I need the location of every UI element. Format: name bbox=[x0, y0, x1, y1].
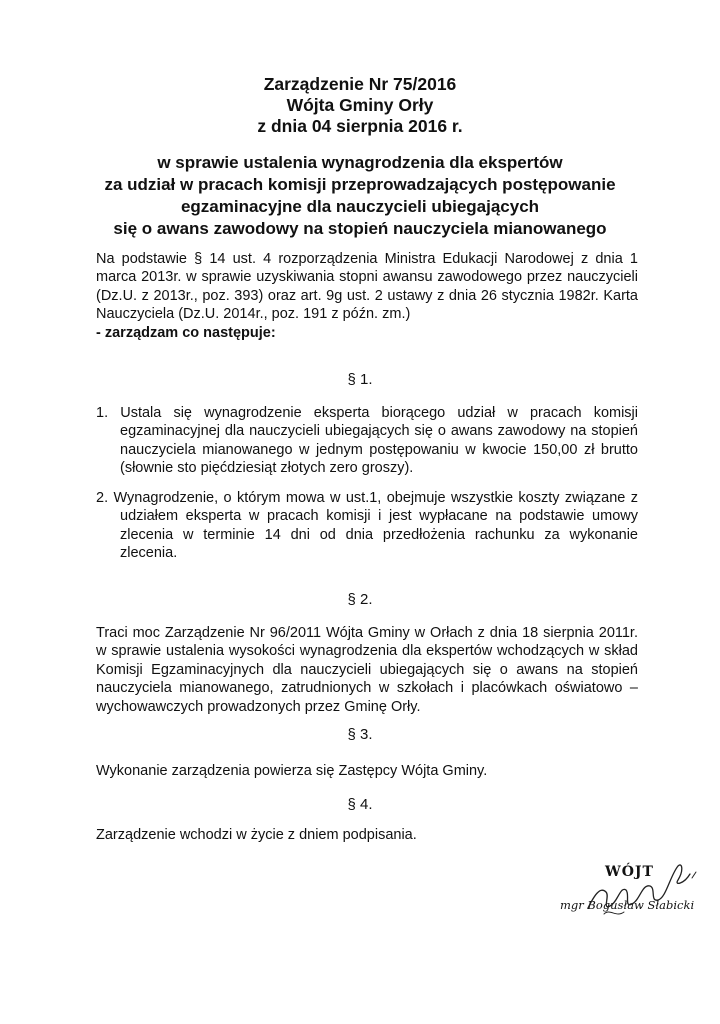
subject-line: w sprawie ustalenia wynagrodzenia dla ekspertów bbox=[157, 153, 563, 172]
legal-basis-paragraph bbox=[96, 250, 638, 342]
stamp-name: mgr Bogusław Słabicki bbox=[560, 898, 695, 912]
item-number: 2. bbox=[96, 490, 109, 506]
subject-line: egzaminacyjne dla nauczycieli ubiegających bbox=[180, 197, 540, 216]
list-item bbox=[96, 404, 638, 478]
item-number: 1. bbox=[96, 405, 109, 421]
official-stamp bbox=[555, 856, 720, 936]
title-line: Wójta Gminy Orły bbox=[286, 95, 434, 115]
item-text: Wynagrodzenie, o którym mowa w ust.1, obejmuje wszystkie koszty związane z udziałem eksperta w pracach komisji i jest wypłacane na podstawie umowy zlecenia w terminie 14 dni od dnia przedłożenia rachunku za wykonanie zlecenia. bbox=[113, 490, 638, 562]
subject-line: za udział w pracach komisji przeprowadzających postępowanie bbox=[104, 175, 616, 194]
section-1-item bbox=[96, 489, 638, 563]
section-4-text: Zarządzenie wchodzi w życie z dniem podpisania. bbox=[96, 827, 417, 843]
handwritten-signature bbox=[580, 856, 700, 926]
stamp-header: WÓJT bbox=[605, 864, 654, 880]
document-subject bbox=[60, 152, 660, 240]
section-3-mark: § 3. bbox=[347, 726, 373, 743]
section-2-mark: § 2. bbox=[347, 591, 373, 608]
section-3-text: Wykonanie zarządzenia powierza się Zastępcy Wójta Gminy. bbox=[96, 763, 488, 779]
item-text: Ustala się wynagrodzenie eksperta biorącego udział w pracach komisji egzaminacyjnej dla nauczycieli ubiegających się o awans zawodowy na stopień nauczyciela mianowanego w jednym postępowaniu w kwocie 150,00 zł brutto (słownie sto pięćdziesiąt złotych zero groszy). bbox=[120, 405, 639, 477]
subject-line: się o awans zawodowy na stopień nauczyciela mianowanego bbox=[113, 219, 607, 238]
section-1-mark: § 1. bbox=[347, 371, 373, 388]
legal-basis-conclusion: - zarządzam co następuje: bbox=[96, 324, 276, 341]
section-4-mark: § 4. bbox=[347, 796, 373, 813]
document-title bbox=[0, 74, 720, 137]
list-item bbox=[96, 489, 638, 563]
title-line: z dnia 04 sierpnia 2016 r. bbox=[257, 116, 463, 136]
title-line: Zarządzenie Nr 75/2016 bbox=[263, 74, 457, 94]
section-2-text: Traci moc Zarządzenie Nr 96/2011 Wójta Gminy w Orłach z dnia 18 sierpnia 2011r. w sprawie ustalenia wysokości wynagrodzenia dla ekspertów wchodzących w skład Komisji Egzaminacyjnych dla nauczycieli ubiegających się o awans na stopień nauczyciela mianowanego, zatrudnionych w szkołach i placówkach oświatowo – wychowawczych prowadzonych przez Gminę Orły. bbox=[96, 625, 638, 715]
legal-basis-text: Na podstawie § 14 ust. 4 rozporządzenia Ministra Edukacji Narodowej z dnia 1 marca 2013r. w sprawie uzyskiwania stopni awansu zawodowego przez nauczycieli (Dz.U. z 2013r., poz. 393) oraz art. 9g ust. 2 ustawy z dnia 26 stycznia 1982r. Karta Nauczyciela (Dz.U. 2014r., poz. 191 z późn. zm.) bbox=[96, 251, 638, 323]
section-1-item bbox=[96, 404, 638, 478]
